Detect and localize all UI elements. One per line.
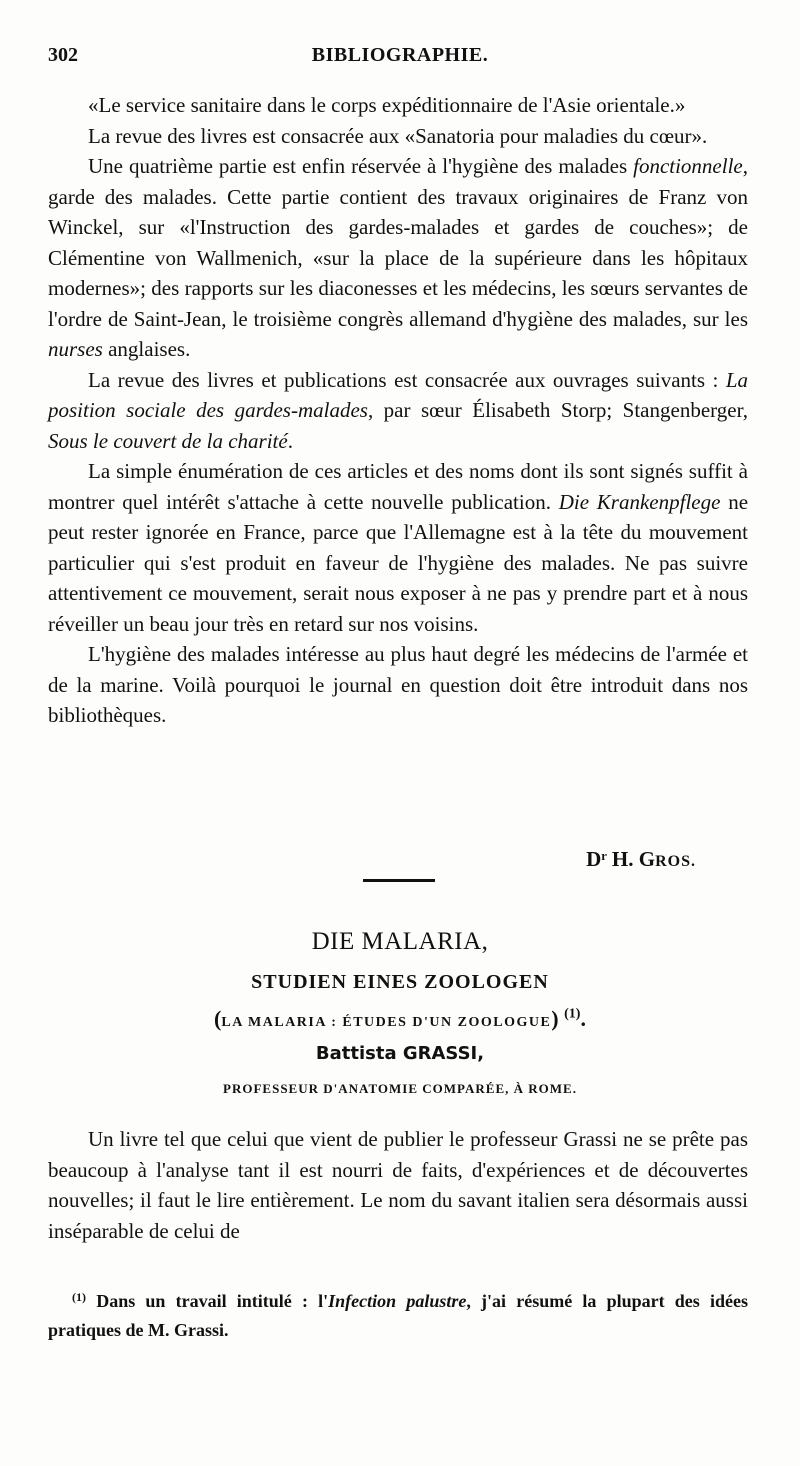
paragraph-2: La revue des livres est consacrée aux «Sanatoria pour maladies du cœur». — [88, 123, 708, 148]
review-author-title: PROFESSEUR D'ANATOMIE COMPARÉE, À ROME. — [223, 1081, 577, 1096]
paragraph-6: L'hygiène des malades intéresse au plus haut degré les médecins de l'armée et de la marine. Voilà pourquoi le journal en question doit être introduit dans nos bibliothèques. — [48, 642, 748, 727]
author-signature: Dʳ H. GROS. — [586, 847, 696, 871]
paragraph-5: La simple énumération de ces articles et des noms dont ils sont signés suffit à montrer quel intérêt s'attache à cette nouvelle publication. Die Krankenpflege ne peut rester ignorée en France, parce que l'Allemagne est à la tête du mouvement particulier qui s'est produit en faveur de l'hygiène des malades. Ne pas suivre attentivement ce mouvement, serait nous exposer à ne pas y prendre part et à nous réveiller un beau jour très en retard sur nos voisins. — [48, 459, 749, 636]
running-head: BIBLIOGRAPHIE. — [311, 44, 489, 66]
review-translation: (LA MALARIA : ÉTUDES D'UN ZOOLOGUE) $^{(1)}$. — [214, 1006, 586, 1031]
article-body — [48, 90, 748, 731]
review-author: Battista GRASSI, — [315, 1043, 485, 1064]
review-title: DIE MALARIA, — [311, 928, 489, 955]
footnote-reference: (1) — [564, 1006, 581, 1022]
page-header — [48, 44, 752, 74]
footnote-mark: (1) — [72, 1290, 86, 1304]
page-number: 302 — [48, 44, 78, 66]
review-body — [48, 1124, 748, 1246]
section-divider — [363, 879, 435, 882]
paragraph-4: La revue des livres et publications est consacrée aux ouvrages suivants : La position sociale des gardes-malades, par sœur Élisabeth Storp; Stangenberger, Sous le couvert de la charité. — [48, 367, 748, 453]
footnote: $^{(1)}$ Dans un travail intitulé : l'Infection palustre, j'ai résumé la plupart des idées pratiques de M. Grassi. — [48, 1290, 748, 1340]
paragraph-3: Une quatrième partie est enfin réservée à l'hygiène des malades fonctionnelle, garde des malades. Cette partie contient des travaux originaires de Franz von Winckel, sur «l'Instruction des gardes-malades et gardes de couches»; de Clémentine von Wallmenich, «sur la place de la supérieure dans les hôpitaux modernes»; des rapports sur les diaconesses et les médecins, les sœurs servantes de l'ordre de Saint-Jean, le troisième congrès allemand d'hygiène des malades, sur les nurses anglaises. — [48, 154, 748, 361]
paragraph-1: «Le service sanitaire dans le corps expéditionnaire de l'Asie orientale.» — [88, 93, 686, 117]
review-subtitle: STUDIEN EINES ZOOLOGEN — [251, 971, 549, 993]
review-intro-paragraph: Un livre tel que celui que vient de publier le professeur Grassi ne se prête pas beaucoup à l'analyse tant il est nourri de faits, d'expériences et de découvertes nouvelles; il faut le lire entièrement. Le nom du savant italien sera désormais aussi inséparable de celui de — [48, 1127, 748, 1243]
